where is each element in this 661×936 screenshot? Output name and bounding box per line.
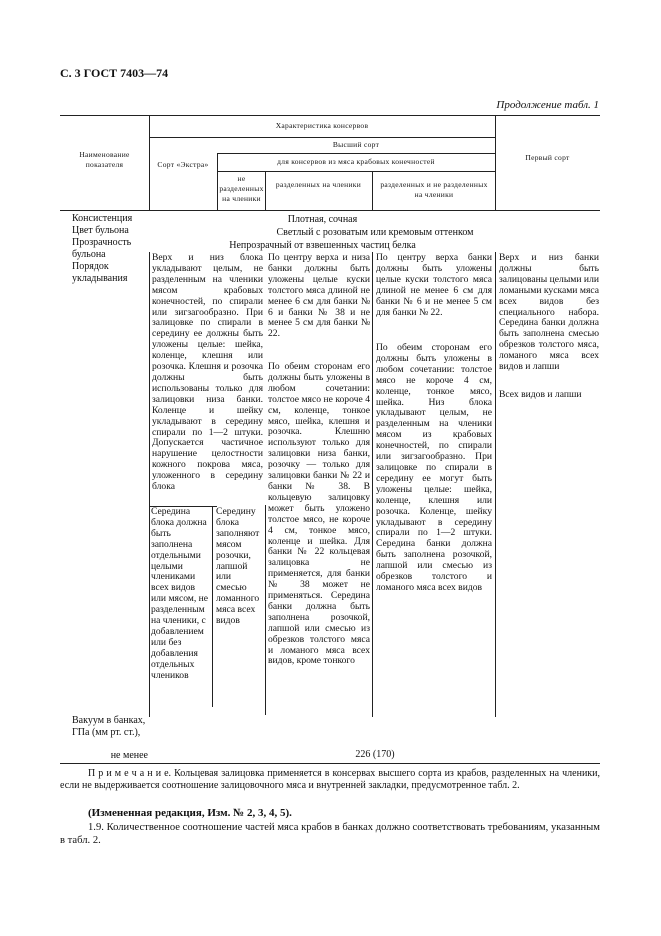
- note-label: П р и м е ч а н и е.: [88, 768, 172, 779]
- table-continuation: Продолжение табл. 1: [496, 99, 599, 111]
- label-consistency: Консистенция: [72, 213, 133, 224]
- packing-extra-sub-right: Середину блока заполняют мясом розочки, лапшой или смесью ломанного мяса всех видов: [216, 506, 260, 627]
- header-rule: [149, 137, 495, 138]
- value-transparency: Непрозрачный от взвешенных частиц белка: [229, 240, 416, 251]
- col-divider: [372, 171, 373, 210]
- header-extra-grade: Сорт «Экстра»: [157, 160, 209, 169]
- sub-divider: [212, 507, 213, 707]
- clause-1-9: 1.9. Количественное соотношение частей мяса крабов в банках должно соответствовать требованиям, указанным в табл. 2.: [60, 822, 600, 846]
- header-first-grade: Первый сорт: [525, 153, 570, 162]
- header-mixed: разделенных и не разделенных на членики: [380, 180, 488, 199]
- header-rule: [217, 153, 495, 154]
- packing-first-extra: Всех видов и лапши: [499, 389, 582, 400]
- header-name: Наименование показателя: [79, 150, 130, 169]
- packing-extra: Верх и низ блока укладывают целым, не разделенным на членики мясом крабовых конечностей, по спирали или зигзагообразно. При залицовке по спирали в середину ее должны быть уложены целые: шейка, коленце, клешня или розочка. Клешня и розочка должны быть использованы только для залицовки низа банки. Коленце и шейку укладывают в середину спирали по 1—2 штуки. Допускается частичное нарушение целостности кожного покрова мяса, уложенного в середину блока: [152, 252, 263, 493]
- label-transparency: Прозрачность бульона: [72, 237, 132, 260]
- label-not-less: не менее: [110, 750, 148, 761]
- header-bottom-border: [60, 210, 600, 211]
- edition-note: (Измененная редакция, Изм. № 2, 3, 4, 5).: [88, 807, 292, 819]
- note-text: Кольцевая залицовка применяется в консервах высшего сорта из крабов, разделенных на членики, если не выдерживается соотношение залицовочного мяса и внутренней закладки, предусмотренное табл. 2.: [60, 768, 601, 791]
- label-packing-order: Порядок укладывания: [72, 261, 128, 284]
- table-top-border: [60, 115, 600, 116]
- value-broth-color: Светлый с розоватым или кремовым оттенком: [276, 227, 474, 238]
- packing-first: Верх и низ банки должны быть залицованы целыми или ломаными кусками мяса всех видов без специального набора. Середина банки должна быть заполнена смесью обрезков толстого мяса, ломаного мяса всех видов и лапши: [499, 252, 599, 373]
- packing-divided-rest: По обеим сторонам его должны быть уложены в любом сочетании: толстое мясо не короче 4 см, коленце, тонкое мясо, шейка, клешня и розочка. Клешню используют только для залицовки низа банки, розочку — только для залицовки банки № 22 и банки № 38. В кольцевую залицовку может быть уложено толстое мясо, не короче 4 см, тонкое мясо, коленце и шейка. Для банки № 22 кольцевая залицовка не применяется, для банки № 38 может не применяться. Середина банки должна быть заполнена розочкой, лапшой или смесью из обрезков толстого мяса и ломаного мяса всех видов, кроме тонкого: [268, 361, 370, 667]
- col-divider: [265, 171, 266, 210]
- table-note: [60, 768, 600, 792]
- packing-extra-sub-left: Середина блока должна быть заполнена отдельными целыми члениками всех видов или мясом, не разделенным на членики, с добавлением или без добавления отдельных члеников: [151, 506, 209, 681]
- header-characteristic: Характеристика консервов: [275, 121, 369, 130]
- header-rule: [217, 171, 495, 172]
- col-divider: [372, 252, 373, 717]
- header-not-divided: не разделенных на членики: [219, 174, 264, 203]
- col-divider: [495, 115, 496, 210]
- value-consistency: Плотная, сочная: [287, 214, 358, 225]
- packing-mixed-top: По центру верха банки должны быть уложены целые куски толстого мяса длиной не менее 6 см для банки № 6 и не менее 5 см для банки № 22.: [376, 252, 492, 318]
- header-divided: разделенных на членики: [275, 180, 362, 189]
- packing-divided-top: По центру верха и низа банки должны быть уложены целые куски толстого мяса длиной не менее 6 см для банки № 6 и банки № 38 и не менее 5 см для банки № 22.: [268, 252, 370, 340]
- page-header: С. 3 ГОСТ 7403—74: [60, 66, 169, 80]
- col-divider: [149, 252, 150, 717]
- col-divider: [495, 252, 496, 717]
- vacuum-value: 226 (170): [355, 749, 395, 760]
- col-divider: [265, 505, 266, 715]
- header-limbs: для консервов из мяса крабовых конечностей: [277, 157, 435, 166]
- label-broth-color: Цвет бульона: [72, 225, 129, 236]
- packing-mixed-rest: По обеим сторонам его должны быть уложены в любом сочетании: толстое мясо не короче 4 см, коленце, тонкое мясо, шейка. Низ блока укладывают целым, не разделенным на членики мясом из крабовых конечностей, по спирали или зигзагообразно. При залицовке по спирали в середину ее могут быть уложены целые: шейка, коленце, клешня или розочка. Коленце, шейку укладывают в середину спирали по 1—2 штуки. Середина банки должна быть заполнена розочкой, лапшой или смесью из обрезков толстого и ломаного мяса всех видов: [376, 342, 492, 593]
- table-bottom-border: [60, 763, 600, 764]
- header-highest-grade: Высший сорт: [332, 140, 380, 149]
- label-vacuum: Вакуум в банках, ГПа (мм рт. ст.),: [72, 715, 146, 738]
